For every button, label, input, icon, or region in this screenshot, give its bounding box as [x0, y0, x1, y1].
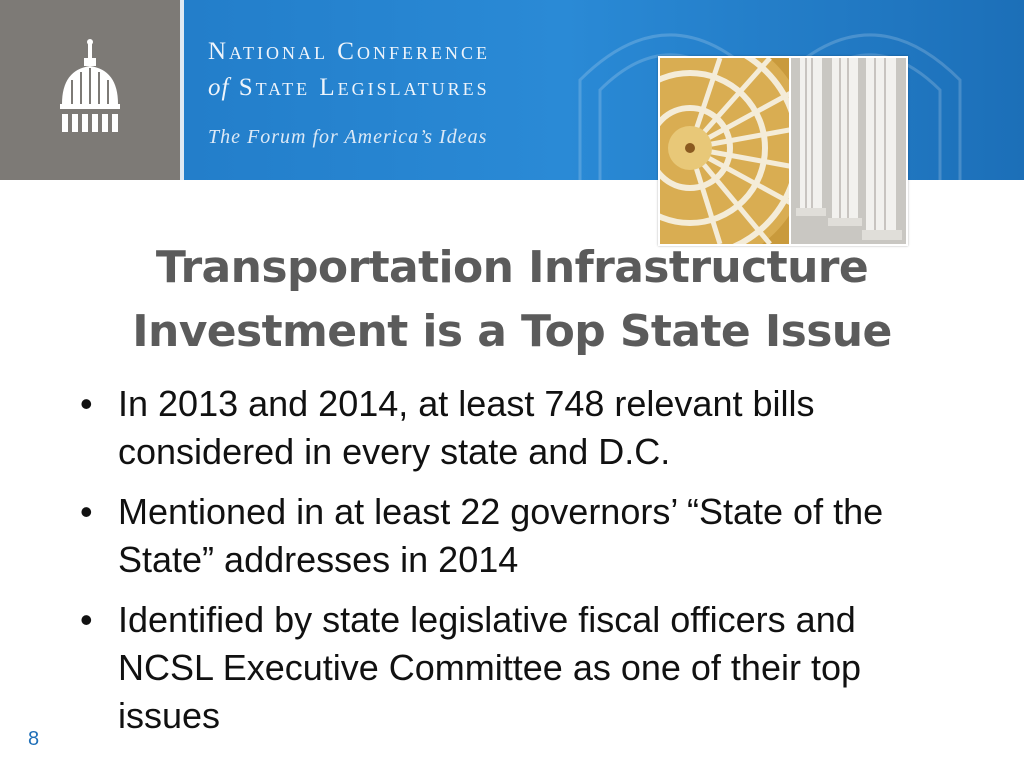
slide-title	[60, 236, 964, 364]
org-name-line2	[208, 74, 490, 102]
logo-divider	[180, 0, 184, 180]
bullet-text: Identified by state legislative fiscal officers and NCSL Executive Committee as one of their top issues	[118, 599, 862, 736]
bullet-text: In 2013 and 2014, at least 748 relevant bills considered in every state and D.C.	[118, 383, 815, 472]
bullet-icon: •	[80, 491, 93, 532]
org-name-line1: National Conference	[208, 38, 490, 65]
bullet-icon: •	[80, 383, 93, 424]
bullet-icon: •	[80, 599, 93, 640]
slide-title-line2: Investment is a Top State Issue	[132, 306, 892, 357]
bullet-item	[80, 380, 950, 476]
capitol-dome-icon	[0, 0, 180, 180]
org-name-rest: State Legislatures	[238, 74, 490, 101]
capitol-dome-and-columns-photo	[658, 56, 908, 246]
org-name-of: of	[208, 74, 230, 101]
bullet-list	[80, 380, 950, 752]
tagline: The Forum for America’s Ideas	[208, 126, 488, 148]
logo-box	[0, 0, 180, 180]
page-number: 8	[28, 728, 40, 750]
bullet-item	[80, 488, 950, 584]
bullet-item	[80, 596, 950, 740]
slide-title-line1: Transportation Infrastructure	[155, 242, 869, 293]
bullet-text: Mentioned in at least 22 governors’ “State of the State” addresses in 2014	[118, 491, 884, 580]
